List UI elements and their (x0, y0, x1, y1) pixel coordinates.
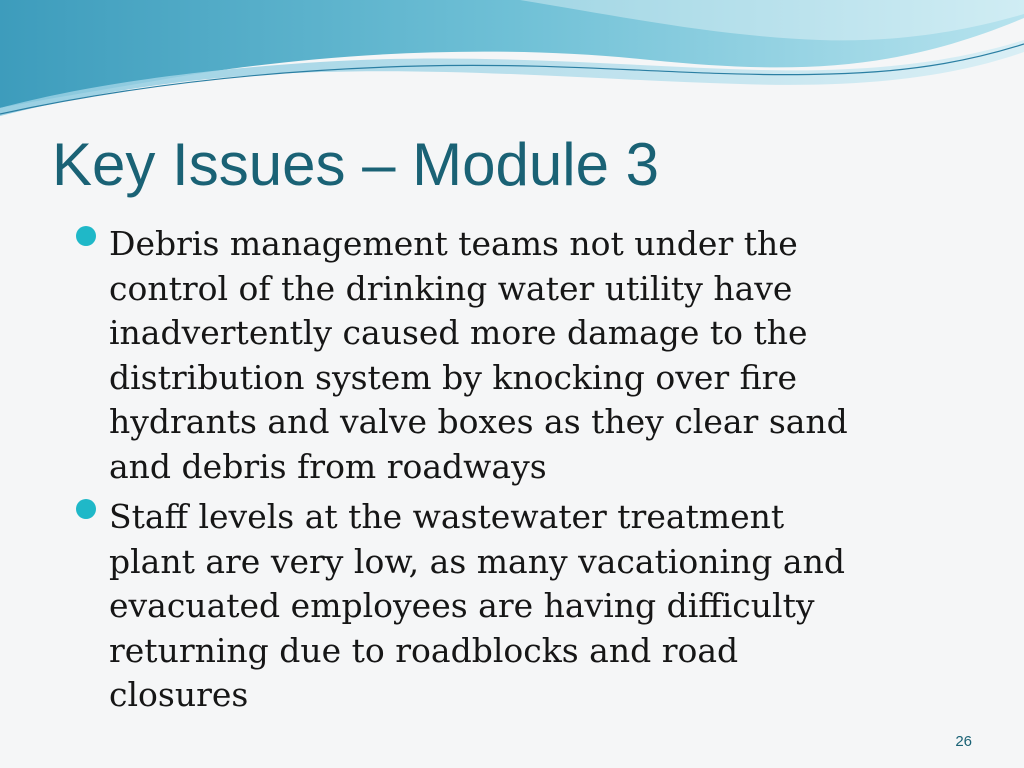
bullet-text: Staff levels at the wastewater treatment plant are very low, as many vacationing and evacuated employees are having difficulty returning due to roadblocks and road closures (109, 497, 845, 714)
header-wave-decoration (0, 0, 1024, 130)
page-number: 26 (955, 733, 972, 750)
bullet-item (76, 495, 876, 718)
bullet-text: Debris management teams not under the control of the drinking water utility have inadvertently caused more damage to the distribution system by knocking over fire hydrants and valve boxes as they clear sand and debris from roadways (109, 224, 848, 486)
slide-title: Key Issues – Module 3 (52, 131, 660, 198)
bullet-icon (76, 226, 96, 246)
bullet-item (76, 222, 876, 489)
bullet-list (76, 222, 876, 724)
bullet-icon (76, 499, 96, 519)
